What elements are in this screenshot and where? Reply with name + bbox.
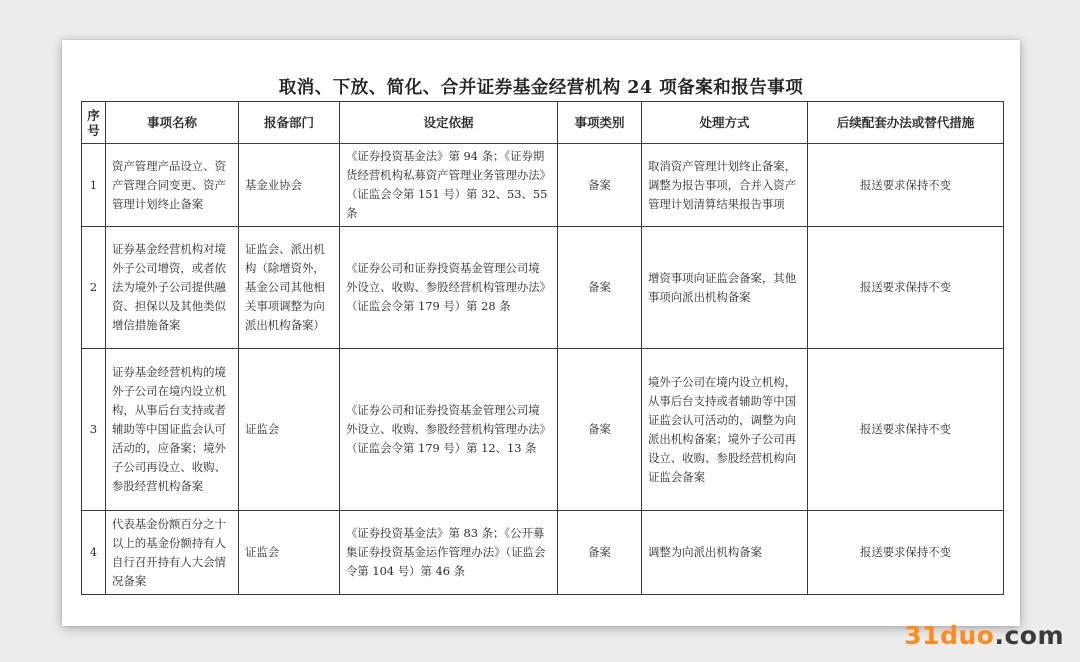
- cell-handling: 取消资产管理计划终止备案，调整为报告事项，合并入资产管理计划清算结果报告事项: [642, 144, 808, 227]
- document-page: [62, 40, 1020, 626]
- header-basis: 设定依据: [340, 102, 558, 144]
- cell-category: 备案: [558, 511, 642, 595]
- cell-dept: 基金业协会: [239, 144, 340, 227]
- cell-category: 备案: [558, 227, 642, 349]
- cell-basis: 《证券公司和证券投资基金管理公司境外设立、收购、参股经营机构管理办法》（证监会令第 179 号）第 28 条: [340, 227, 558, 349]
- table-row: [82, 144, 1004, 227]
- cell-followup: 报送要求保持不变: [808, 511, 1004, 595]
- cell-handling: 增资事项向证监会备案，其他事项向派出机构备案: [642, 227, 808, 349]
- cell-name: 证券基金经营机构的境外子公司在境内设立机构，从事后台支持或者辅助等中国证监会认可活动的，应备案；境外子公司再设立、收购、参股经营机构备案: [106, 349, 239, 511]
- header-seq: 序号: [82, 102, 106, 144]
- filing-items-table: [81, 101, 1004, 595]
- table-header-row: [82, 102, 1004, 144]
- cell-category: 备案: [558, 349, 642, 511]
- cell-seq: 1: [82, 144, 106, 227]
- header-category: 事项类别: [558, 102, 642, 144]
- cell-followup: 报送要求保持不变: [808, 227, 1004, 349]
- table-row: [82, 511, 1004, 595]
- cell-seq: 3: [82, 349, 106, 511]
- table-row: [82, 227, 1004, 349]
- cell-followup: 报送要求保持不变: [808, 144, 1004, 227]
- table-row: [82, 349, 1004, 511]
- cell-seq: 2: [82, 227, 106, 349]
- cell-basis: 《证券投资基金法》第 83 条；《公开募集证券投资基金运作管理办法》（证监会令第 104 号）第 46 条: [340, 511, 558, 595]
- document-title: 取消、下放、简化、合并证券基金经营机构 24 项备案和报告事项: [278, 78, 804, 98]
- header-name: 事项名称: [106, 102, 239, 144]
- cell-basis: 《证券投资基金法》第 94 条；《证券期货经营机构私募资产管理业务管理办法》（证监会令第 151 号）第 32、53、55 条: [340, 144, 558, 227]
- cell-dept: 证监会、派出机构（除增资外，基金公司其他相关事项调整为向派出机构备案）: [239, 227, 340, 349]
- cell-name: 代表基金份额百分之十以上的基金份额持有人自行召开持有人大会情况备案: [106, 511, 239, 595]
- cell-seq: 4: [82, 511, 106, 595]
- site-watermark: [904, 621, 1064, 650]
- header-handling: 处理方式: [642, 102, 808, 144]
- cell-name: 资产管理产品设立、资产管理合同变更、资产管理计划终止备案: [106, 144, 239, 227]
- cell-followup: 报送要求保持不变: [808, 349, 1004, 511]
- cell-handling: 境外子公司在境内设立机构，从事后台支持或者辅助等中国证监会认可活动的，调整为向派出机构备案；境外子公司再设立、收购、参股经营机构向证监会备案: [642, 349, 808, 511]
- cell-name: 证券基金经营机构对境外子公司增资，或者依法为境外子公司提供融资、担保以及其他类似增信措施备案: [106, 227, 239, 349]
- cell-category: 备案: [558, 144, 642, 227]
- cell-basis: 《证券公司和证券投资基金管理公司境外设立、收购、参股经营机构管理办法》（证监会令第 179 号）第 12、13 条: [340, 349, 558, 511]
- cell-dept: 证监会: [239, 511, 340, 595]
- cell-handling: 调整为向派出机构备案: [642, 511, 808, 595]
- header-followup: 后续配套办法或替代措施: [808, 102, 1004, 144]
- watermark-name: 31duo: [904, 621, 995, 650]
- watermark-domain: .com: [994, 621, 1064, 650]
- cell-dept: 证监会: [239, 349, 340, 511]
- header-dept: 报备部门: [239, 102, 340, 144]
